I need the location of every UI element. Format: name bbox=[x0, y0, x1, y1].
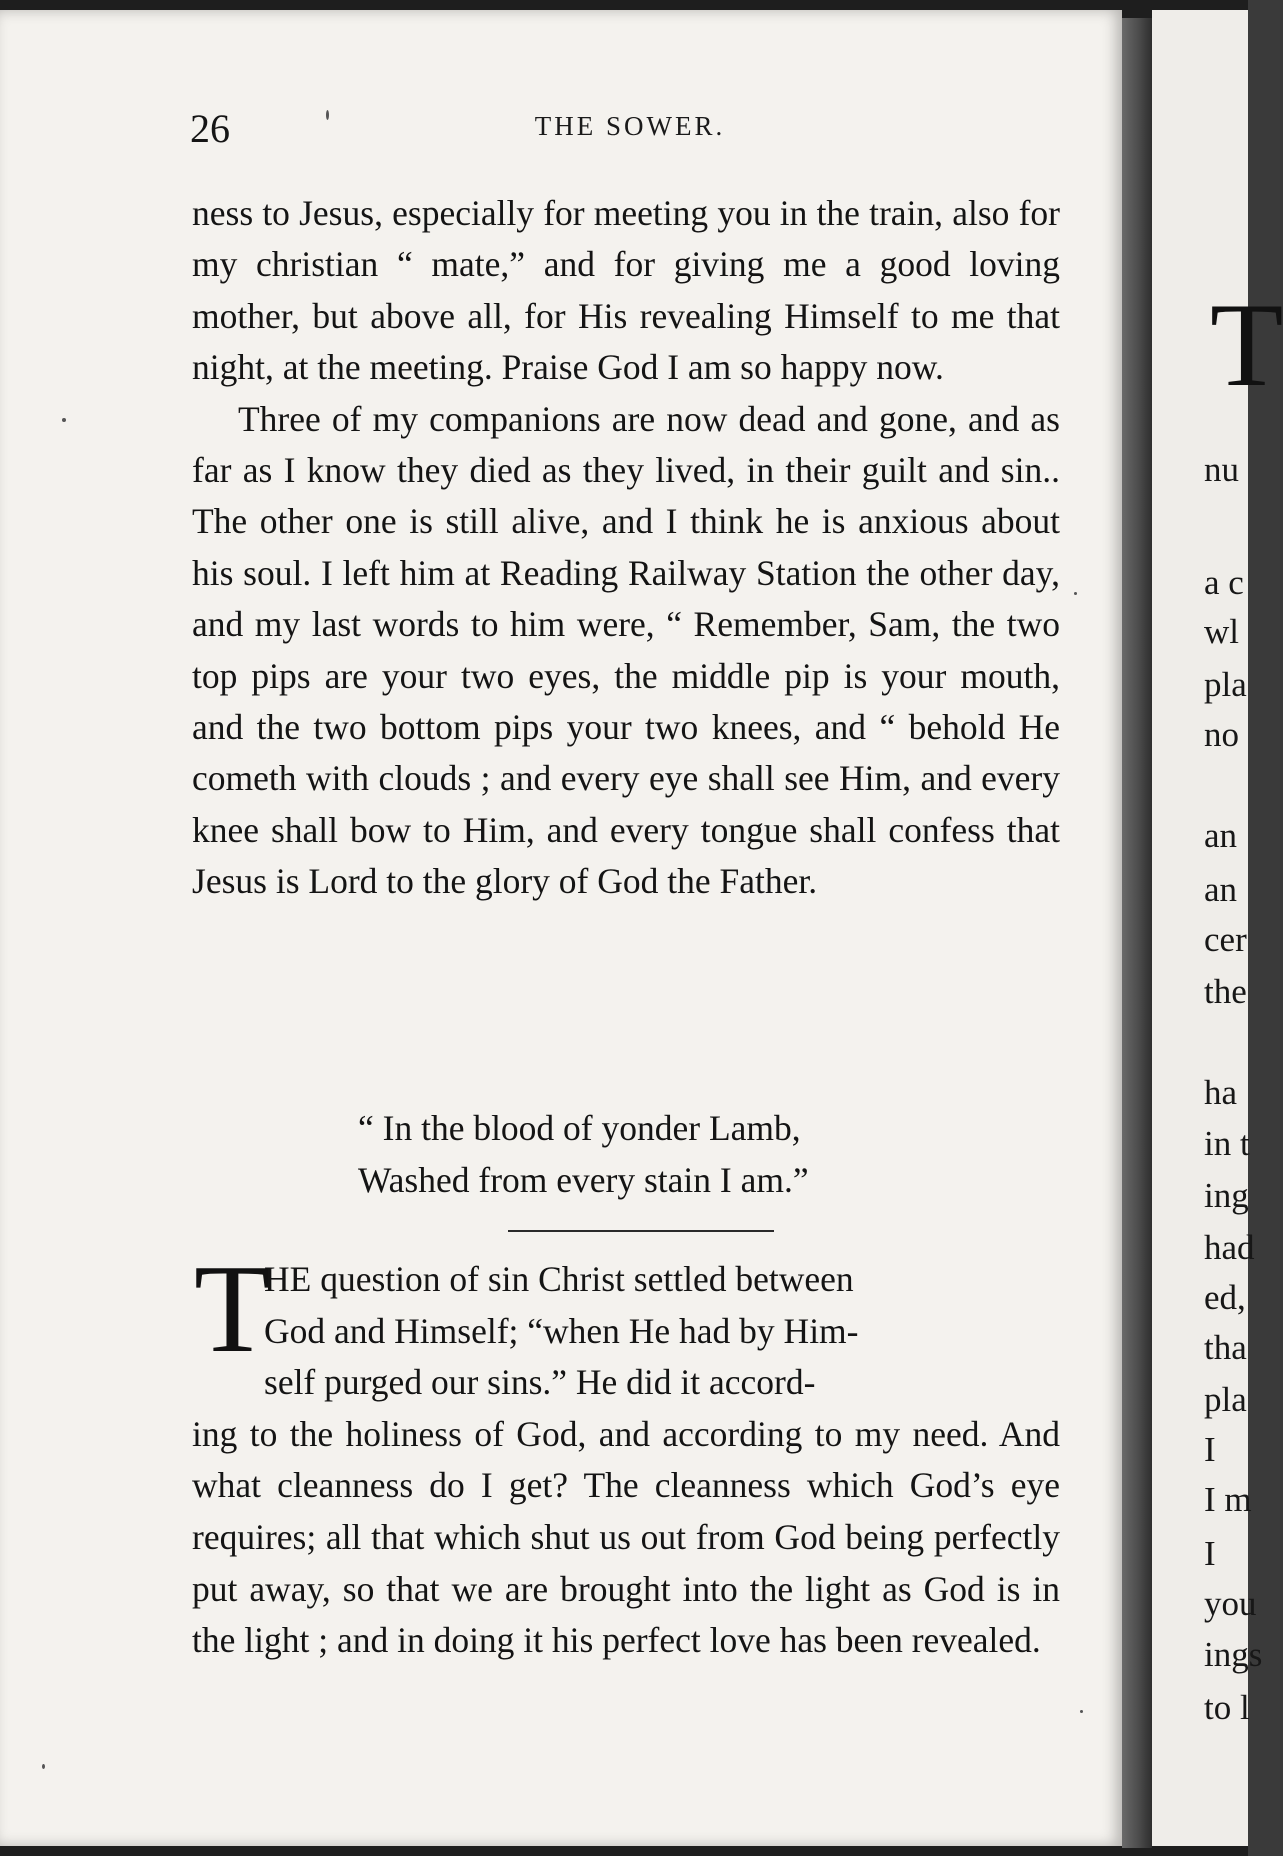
facing-text-fragment: I bbox=[1204, 1534, 1216, 1573]
facing-text-fragment: no bbox=[1204, 715, 1239, 754]
facing-text-fragment: ing bbox=[1204, 1176, 1249, 1215]
page-number: 26 bbox=[190, 106, 230, 151]
facing-text-fragment: an bbox=[1204, 870, 1238, 909]
article-line: self purged our sins.” He did it accord- bbox=[264, 1362, 816, 1403]
facing-text-fragment: tha bbox=[1204, 1328, 1247, 1367]
drop-cap-letter: T bbox=[194, 1240, 271, 1379]
facing-text-fragment: nu bbox=[1204, 450, 1239, 489]
paragraph: ing to the holiness of God, and according to my need. And what cleanness do I get? The cleanness which God’s eye requires; all that which shut us out from God being perfectly put away, so that we are brought into the light as God is in the light ; and in doing it his perfect love has been revealed. bbox=[192, 1413, 1060, 1661]
scan-speck bbox=[1080, 1710, 1083, 1713]
section-divider bbox=[508, 1230, 774, 1232]
running-head bbox=[190, 105, 1070, 151]
facing-drop-cap: T bbox=[1210, 278, 1283, 411]
scan-speck bbox=[62, 418, 66, 422]
facing-text-fragment: I m bbox=[1204, 1480, 1252, 1519]
left-page bbox=[0, 10, 1122, 1846]
letter-continuation bbox=[192, 188, 1060, 908]
facing-text-fragment: to l bbox=[1204, 1688, 1250, 1727]
verse-line: “ In the blood of yonder Lamb, bbox=[358, 1108, 801, 1148]
scan-speck bbox=[1074, 592, 1077, 595]
article-line: God and Himself; “when He had by Him- bbox=[264, 1310, 859, 1351]
facing-text-fragment: a c bbox=[1204, 563, 1244, 602]
facing-text-fragment: ed, bbox=[1204, 1278, 1246, 1317]
facing-text-fragment: an bbox=[1204, 816, 1238, 855]
paragraph: ness to Jesus, especially for meeting you in the train, also for my christian “ mate,” and for giving me a good loving mother, but above all, for His revealing Himself to me that night, at the meeting. Praise God I am so happy now. bbox=[192, 193, 1060, 388]
facing-text-fragment: wl bbox=[1204, 612, 1239, 651]
verse-line: Washed from every stain I am.” bbox=[358, 1160, 809, 1200]
facing-text-fragment: in t bbox=[1204, 1124, 1250, 1163]
facing-text-fragment: cer bbox=[1204, 920, 1247, 959]
facing-page bbox=[1152, 10, 1283, 1846]
facing-text-fragment: ha bbox=[1204, 1073, 1238, 1112]
article-line: HE question of sin Christ settled between bbox=[264, 1259, 854, 1299]
paragraph: Three of my companions are now dead and gone, and as far as I know they died as they lived, in their guilt and sin.. The other one is still alive, and I think he is anxious about his soul. I left him at Reading Railway Station the other day, and my last words to him were, “ Remember, Sam, the two top pips are your two eyes, the middle pip is your mouth, and the two bottom pips your two knees, and “ behold He cometh with clouds ; and every eye shall see Him, and every knee shall bow to Him, and every tongue shall confess that Jesus is Lord to the glory of God the Father. bbox=[192, 398, 1060, 902]
running-title: THE SOWER. bbox=[534, 111, 726, 141]
facing-text-fragment: ings bbox=[1204, 1635, 1263, 1674]
book-gutter bbox=[1122, 18, 1152, 1848]
facing-text-fragment: you bbox=[1204, 1584, 1257, 1623]
scan-speck bbox=[42, 1764, 45, 1769]
verse-quotation bbox=[358, 1102, 1058, 1206]
facing-text-fragment: pla bbox=[1204, 1380, 1247, 1419]
article-body bbox=[192, 1254, 1060, 1667]
facing-text-fragment: pla bbox=[1204, 665, 1247, 704]
facing-text-fragment: the bbox=[1204, 972, 1247, 1011]
facing-text-fragment: I bbox=[1204, 1430, 1216, 1469]
facing-text-fragment: had bbox=[1204, 1228, 1255, 1267]
scan-speck bbox=[326, 110, 329, 120]
